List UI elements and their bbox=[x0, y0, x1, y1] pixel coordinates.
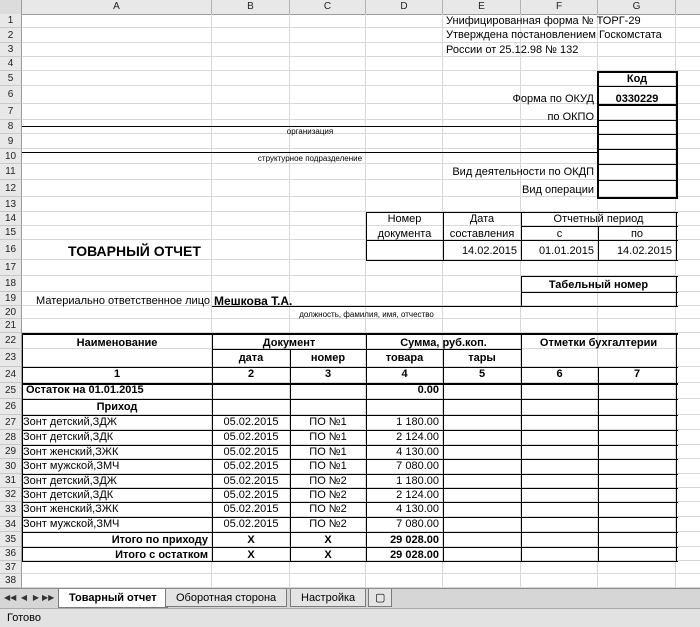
item-number[interactable]: ПО №2 bbox=[309, 475, 347, 487]
row-header[interactable]: 36 bbox=[0, 547, 22, 561]
item-number[interactable]: ПО №2 bbox=[309, 518, 347, 530]
doc-date-label-1: Дата bbox=[469, 213, 495, 225]
border-line bbox=[597, 149, 678, 150]
row-header[interactable]: 34 bbox=[0, 517, 22, 532]
tab-number-label: Табельный номер bbox=[548, 279, 649, 291]
border-line bbox=[22, 152, 597, 153]
row-header[interactable]: 27 bbox=[0, 415, 22, 430]
item-name[interactable]: Зонт детский,ЗДЖ bbox=[23, 416, 117, 428]
doc-number-label-1: Номер bbox=[387, 213, 422, 225]
item-number[interactable]: ПО №1 bbox=[309, 431, 347, 443]
row-header[interactable]: 20 bbox=[0, 306, 22, 319]
period-start-value[interactable]: 01.01.2015 bbox=[538, 245, 594, 257]
operation-label: Вид операции bbox=[522, 184, 594, 196]
total-with-balance-label: Итого с остатком bbox=[115, 549, 208, 561]
border-line bbox=[22, 561, 678, 562]
row-header[interactable]: 10 bbox=[0, 149, 22, 164]
border-line bbox=[366, 260, 678, 261]
form-header-line-2: Утверждена постановлением Госкомстата bbox=[446, 29, 662, 41]
first-sheet-icon[interactable]: ◀◀ bbox=[4, 593, 17, 602]
next-sheet-icon[interactable]: ▶ bbox=[32, 593, 40, 602]
column-number: 6 bbox=[556, 368, 563, 380]
border-line bbox=[597, 86, 678, 87]
row-header[interactable]: 29 bbox=[0, 445, 22, 459]
column-header-g[interactable]: G bbox=[598, 0, 676, 14]
border-line bbox=[22, 430, 678, 431]
tab-nastroyka[interactable]: Настройка bbox=[290, 589, 366, 607]
header-accounting: Отметки бухгалтерии bbox=[539, 337, 658, 349]
item-sum[interactable]: 7 080.00 bbox=[396, 518, 439, 530]
header-document: Документ bbox=[262, 337, 316, 349]
item-name[interactable]: Зонт детский,ЗДЖ bbox=[23, 475, 117, 487]
header-goods: товара bbox=[385, 352, 424, 364]
row-header[interactable]: 11 bbox=[0, 164, 22, 180]
item-date[interactable]: 05.02.2015 bbox=[223, 446, 279, 458]
item-date[interactable]: 05.02.2015 bbox=[223, 431, 279, 443]
okdp-label: Вид деятельности по ОКДП bbox=[452, 166, 594, 178]
item-sum[interactable]: 7 080.00 bbox=[396, 460, 439, 472]
row-header[interactable]: 28 bbox=[0, 430, 22, 445]
header-number: номер bbox=[310, 352, 346, 364]
item-number[interactable]: ПО №1 bbox=[309, 416, 347, 428]
row-header[interactable]: 13 bbox=[0, 197, 22, 212]
row-header[interactable]: 25 bbox=[0, 383, 22, 399]
gridline-h bbox=[22, 573, 700, 574]
total-balance-number-mark: Х bbox=[324, 549, 332, 561]
date-created-value[interactable]: 14.02.2015 bbox=[461, 245, 517, 257]
total-income-number-mark: Х bbox=[324, 534, 332, 546]
insert-sheet-icon[interactable]: ▢ bbox=[368, 589, 392, 607]
row-header[interactable]: 32 bbox=[0, 488, 22, 502]
column-header-d[interactable]: D bbox=[366, 0, 443, 14]
okpo-label: по ОКПО bbox=[547, 111, 594, 123]
item-name[interactable]: Зонт женский,ЗЖК bbox=[23, 446, 119, 458]
item-name[interactable]: Зонт мужской,ЗМЧ bbox=[23, 460, 120, 472]
item-sum[interactable]: 1 180.00 bbox=[396, 416, 439, 428]
select-all-corner[interactable] bbox=[0, 0, 22, 14]
column-header-b[interactable]: B bbox=[212, 0, 290, 14]
gridline-h bbox=[22, 56, 700, 57]
row-header[interactable]: 22 bbox=[0, 333, 22, 349]
column-number: 1 bbox=[113, 368, 121, 380]
border-line bbox=[22, 333, 678, 335]
border-line bbox=[22, 517, 678, 518]
column-number: 7 bbox=[633, 368, 641, 380]
column-number: 2 bbox=[247, 368, 255, 380]
item-name[interactable]: Зонт женский,ЗЖК bbox=[23, 503, 119, 515]
item-date[interactable]: 05.02.2015 bbox=[223, 460, 279, 472]
gridline-h bbox=[22, 27, 700, 28]
gridline-h bbox=[22, 42, 700, 43]
header-sum: Сумма, руб.коп. bbox=[400, 337, 487, 349]
border-line bbox=[22, 399, 678, 400]
border-line bbox=[22, 474, 678, 475]
border-line bbox=[597, 134, 678, 135]
responsible-person-name[interactable]: Мешкова Т.А. bbox=[214, 294, 293, 308]
border-line bbox=[22, 547, 678, 548]
border-line bbox=[597, 180, 678, 181]
row-header[interactable]: 12 bbox=[0, 180, 22, 197]
item-number[interactable]: ПО №2 bbox=[309, 503, 347, 515]
border-line bbox=[676, 276, 677, 306]
sheet-tab-bar bbox=[0, 588, 700, 609]
form-header-line-1: Унифицированная форма № ТОРГ-29 bbox=[446, 15, 641, 27]
balance-label: Остаток на 01.01.2015 bbox=[26, 384, 144, 396]
report-title: ТОВАРНЫЙ ОТЧЕТ bbox=[68, 243, 201, 259]
item-sum[interactable]: 2 124.00 bbox=[396, 431, 439, 443]
department-caption: структурное подразделение bbox=[257, 154, 363, 163]
code-header: Код bbox=[626, 73, 648, 85]
total-balance-date-mark: Х bbox=[247, 549, 255, 561]
column-header-c[interactable]: C bbox=[290, 0, 366, 14]
item-date[interactable]: 05.02.2015 bbox=[223, 518, 279, 530]
item-number[interactable]: ПО №2 bbox=[309, 489, 347, 501]
row-header[interactable]: 38 bbox=[0, 574, 22, 588]
row-header[interactable]: 2 bbox=[0, 28, 22, 43]
row-header[interactable]: 16 bbox=[0, 240, 22, 260]
form-header-line-3: России от 25.12.98 № 132 bbox=[446, 44, 579, 56]
total-income-label: Итого по приходу bbox=[111, 534, 208, 546]
row-header[interactable]: 4 bbox=[0, 57, 22, 71]
border-line bbox=[22, 445, 678, 446]
border-line bbox=[521, 292, 678, 293]
responsible-person-label: Материально ответственное лицо bbox=[36, 295, 210, 307]
item-date[interactable]: 05.02.2015 bbox=[223, 489, 279, 501]
border-line bbox=[22, 415, 678, 416]
period-to-label: по bbox=[630, 228, 644, 240]
row-header[interactable]: 1 bbox=[0, 14, 22, 28]
balance-value[interactable]: 0.00 bbox=[417, 384, 439, 396]
total-income-date-mark: Х bbox=[247, 534, 255, 546]
border-line bbox=[22, 502, 678, 503]
doc-date-label-2: составления bbox=[449, 228, 515, 240]
border-line bbox=[521, 276, 678, 277]
border-line bbox=[443, 349, 444, 561]
total-with-balance-value[interactable]: 29 028.00 bbox=[390, 549, 439, 561]
item-number[interactable]: ПО №1 bbox=[309, 460, 347, 472]
item-date[interactable]: 05.02.2015 bbox=[223, 503, 279, 515]
row-header[interactable]: 9 bbox=[0, 134, 22, 149]
column-number: 3 bbox=[324, 368, 332, 380]
row-header[interactable]: 18 bbox=[0, 276, 22, 292]
item-name[interactable]: Зонт мужской,ЗМЧ bbox=[23, 518, 120, 530]
column-header-a[interactable]: A bbox=[22, 0, 212, 14]
period-label: Отчетный период bbox=[553, 213, 644, 225]
status-text: Готово bbox=[7, 612, 41, 624]
period-from-label: с bbox=[556, 228, 563, 240]
row-header[interactable]: 14 bbox=[0, 212, 22, 226]
item-sum[interactable]: 4 130.00 bbox=[396, 503, 439, 515]
item-sum[interactable]: 1 180.00 bbox=[396, 475, 439, 487]
row-header[interactable]: 5 bbox=[0, 71, 22, 86]
okud-value[interactable]: 0330229 bbox=[615, 93, 659, 105]
person-caption: должность, фамилия, имя, отчество bbox=[299, 310, 434, 319]
status-bar bbox=[0, 608, 700, 627]
organization-caption: организация bbox=[286, 127, 334, 136]
header-name: Наименование bbox=[76, 337, 158, 349]
border-line bbox=[521, 306, 678, 307]
period-end-value[interactable]: 14.02.2015 bbox=[616, 245, 672, 257]
border-line bbox=[521, 226, 678, 227]
border-line bbox=[521, 333, 522, 561]
row-header[interactable]: 37 bbox=[0, 561, 22, 574]
border-line bbox=[597, 120, 678, 121]
row-header[interactable]: 24 bbox=[0, 367, 22, 383]
row-header[interactable]: 26 bbox=[0, 399, 22, 415]
row-header[interactable]: 7 bbox=[0, 104, 22, 120]
item-name[interactable]: Зонт детский,ЗДК bbox=[23, 489, 114, 501]
last-sheet-icon[interactable]: ▶▶ bbox=[42, 593, 55, 602]
doc-number-label-2: документа bbox=[377, 228, 432, 240]
border-line bbox=[676, 333, 677, 561]
prev-sheet-icon[interactable]: ◀ bbox=[20, 593, 28, 602]
column-number: 4 bbox=[401, 368, 408, 380]
border-line bbox=[22, 459, 678, 460]
border-line bbox=[22, 532, 678, 533]
row-header[interactable]: 19 bbox=[0, 292, 22, 306]
total-income-value[interactable]: 29 028.00 bbox=[390, 534, 439, 546]
income-label: Приход bbox=[96, 401, 138, 413]
row-header[interactable]: 30 bbox=[0, 459, 22, 474]
row-header[interactable]: 31 bbox=[0, 474, 22, 488]
row-header[interactable]: 17 bbox=[0, 260, 22, 276]
row-header[interactable]: 6 bbox=[0, 86, 22, 104]
row-header[interactable]: 33 bbox=[0, 502, 22, 517]
item-sum[interactable]: 2 124.00 bbox=[396, 489, 439, 501]
row-header[interactable]: 3 bbox=[0, 43, 22, 57]
border-line bbox=[597, 164, 678, 165]
column-header-e[interactable]: E bbox=[443, 0, 521, 14]
row-header[interactable]: 23 bbox=[0, 349, 22, 367]
border-line bbox=[22, 488, 678, 489]
border-line bbox=[676, 212, 677, 260]
item-name[interactable]: Зонт детский,ЗДК bbox=[23, 431, 114, 443]
tab-tovarny-otchet[interactable]: Товарный отчет bbox=[58, 589, 168, 608]
row-header[interactable]: 8 bbox=[0, 120, 22, 134]
item-sum[interactable]: 4 130.00 bbox=[396, 446, 439, 458]
border-line bbox=[22, 367, 678, 368]
okud-label: Форма по ОКУД bbox=[512, 93, 594, 105]
border-line bbox=[366, 240, 678, 241]
row-header[interactable]: 15 bbox=[0, 226, 22, 240]
header-date: дата bbox=[238, 352, 264, 364]
border-line bbox=[597, 197, 678, 199]
column-header-f[interactable]: F bbox=[521, 0, 598, 14]
row-header[interactable]: 35 bbox=[0, 532, 22, 547]
row-header[interactable]: 21 bbox=[0, 319, 22, 333]
tab-oborotnaya-storona[interactable]: Оборотная сторона bbox=[165, 589, 287, 607]
item-date[interactable]: 05.02.2015 bbox=[223, 475, 279, 487]
header-tare: тары bbox=[468, 352, 496, 364]
column-number: 5 bbox=[478, 368, 486, 380]
item-number[interactable]: ПО №1 bbox=[309, 446, 347, 458]
item-date[interactable]: 05.02.2015 bbox=[223, 416, 279, 428]
